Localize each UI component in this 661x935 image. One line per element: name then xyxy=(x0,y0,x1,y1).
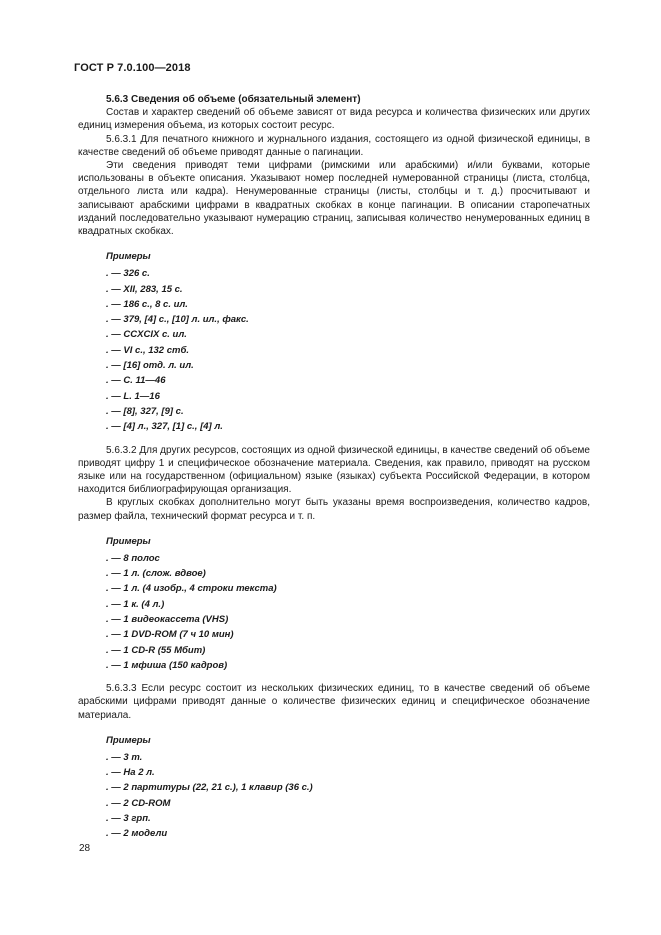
example-item: . — 1 CD-R (55 Мбит) xyxy=(106,644,206,656)
example-item: . — 2 партитуры (22, 21 с.), 1 клавир (36 с.) xyxy=(106,782,313,794)
example-item: . — 1 л. (4 изобр., 4 строки текста) xyxy=(106,583,277,595)
example-item: . — [8], 327, [9] с. xyxy=(106,405,184,417)
sub3-paragraph: 5.6.3.3 Если ресурс состоит из нескольких физических единиц, то в качестве сведений об объеме арабскими цифрами приводят данные о количестве физических единиц и специфическое обозначение материала. xyxy=(78,683,590,721)
sub3-examples xyxy=(106,734,590,842)
document-header: ГОСТ Р 7.0.100—2018 xyxy=(74,62,191,74)
examples-title: Примеры xyxy=(106,734,151,746)
example-item: . — На 2 л. xyxy=(106,767,155,778)
example-item: . — 1 DVD-ROM (7 ч 10 мин) xyxy=(106,629,234,641)
example-item: . — 1 видеокассета (VHS) xyxy=(106,613,229,625)
example-item: . — VI с., 132 стб. xyxy=(106,344,189,356)
sub2-paragraph: 5.6.3.2 Для других ресурсов, состоящих из одной физической единицы, в качестве сведений об объеме приводят цифру 1 и специфическое обозначение материала. Сведения, как правило, приводят на русском языке или на государственном (официальном) языке (языках) субъекта Российской Федерации, в котором находится библиографирующая организация. xyxy=(78,444,590,496)
sub2-paragraph: В круглых скобках дополнительно могут быть указаны время воспроизведения, количество кадров, размер файла, технический формат ресурса и т. п. xyxy=(78,497,590,522)
page-number: 28 xyxy=(79,843,91,854)
sub2-examples xyxy=(106,535,590,673)
example-item: . — 1 мфиша (150 кадров) xyxy=(106,659,228,671)
page-content xyxy=(78,93,590,850)
example-item: . — XII, 283, 15 с. xyxy=(106,283,183,295)
example-item: . — 379, [4] с., [10] л. ил., факс. xyxy=(106,314,249,326)
example-item: . — 3 грп. xyxy=(106,812,151,824)
example-item: . — [4] л., 327, [1] с., [4] л. xyxy=(106,421,223,433)
example-item: . — 8 полос xyxy=(106,552,160,564)
example-item: . — L. 1—16 xyxy=(106,390,160,402)
section-intro: Состав и характер сведений об объеме зависят от вида ресурса и количества физических или других единиц измерения объема, из которых состоит ресурс. xyxy=(78,107,590,132)
example-item: . — С. 11—46 xyxy=(106,375,166,387)
example-item: . — 186 с., 8 с. ил. xyxy=(106,298,188,310)
examples-title: Примеры xyxy=(106,251,151,263)
example-item: . — 3 т. xyxy=(106,751,143,763)
sub1-paragraph: Эти сведения приводят теми цифрами (римскими или арабскими) и/или буквами, которые использованы в объекте описания. Указывают номер последней нумерованной страницы (листа, столбца, отдельного листа или кадра). Ненумерованные страницы (листы, столбцы и т. д.) просчитывают и записывают арабскими цифрами в квадратных скобках в конце пагинации. В описании старопечатных изданий последовательно указывают нумерацию страниц, записывая количество ненумерованных единиц в квадратных скобках. xyxy=(78,160,590,238)
example-item: . — [16] отд. л. ил. xyxy=(106,360,194,372)
example-item: . — 2 модели xyxy=(106,828,168,840)
example-item: . — 1 л. (слож. вдвое) xyxy=(106,568,206,580)
sub1-paragraph: 5.6.3.1 Для печатного книжного и журнального издания, состоящего из одной физической единицы, в качестве сведений об объеме приводят данные о пагинации. xyxy=(78,133,590,158)
example-item: . — CCXCIX с. ил. xyxy=(106,329,187,341)
example-item: . — 2 CD-ROM xyxy=(106,797,171,809)
sub1-examples xyxy=(106,250,590,434)
examples-title: Примеры xyxy=(106,535,151,547)
example-item: . — 326 с. xyxy=(106,268,150,280)
section-heading: 5.6.3 Сведения об объеме (обязательный элемент) xyxy=(106,94,361,105)
example-item: . — 1 к. (4 л.) xyxy=(106,598,165,610)
